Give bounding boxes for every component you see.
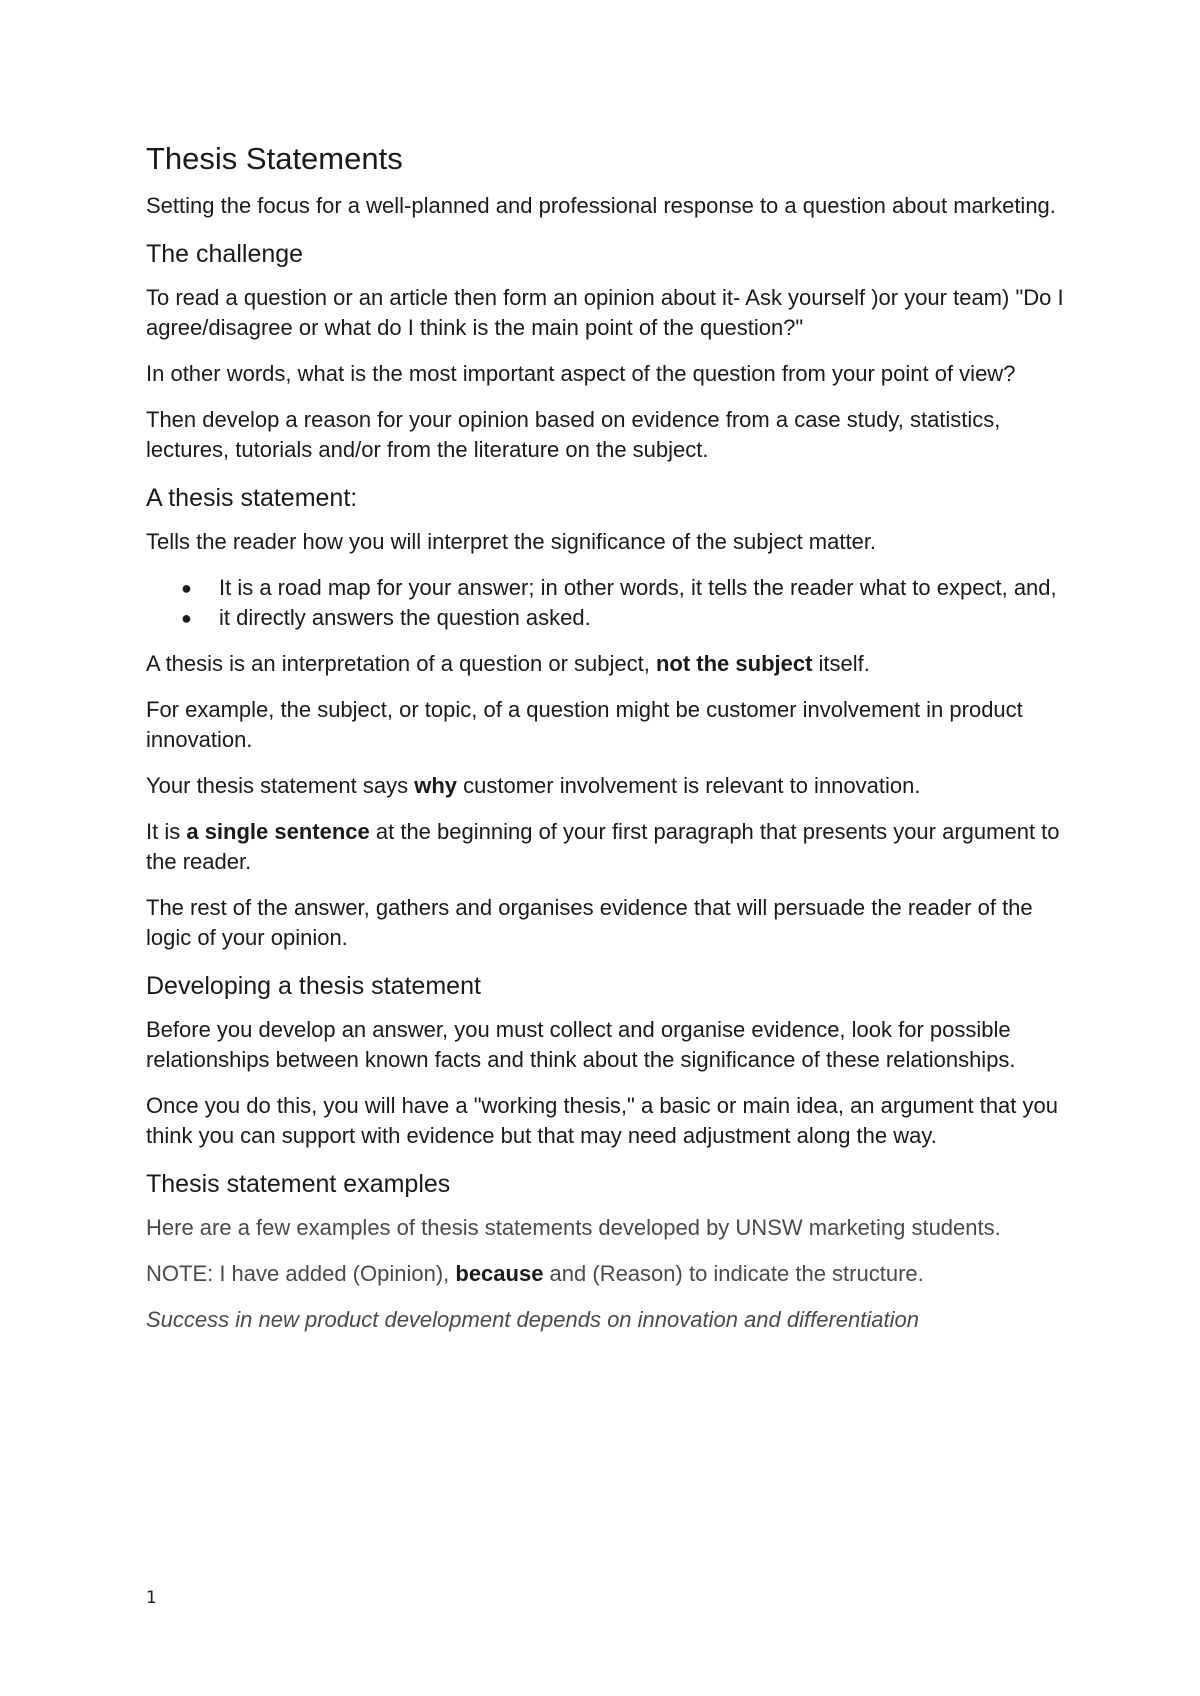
heading-examples: Thesis statement examples — [146, 1170, 451, 1199]
heading-developing: Developing a thesis statement — [146, 972, 481, 1001]
text-span: at the beginning of your first paragraph that presents your argument to the reader. — [146, 819, 1060, 875]
examples-paragraph-3: Success in new product development depends on innovation and differentiation — [146, 1307, 919, 1333]
intro-paragraph: Setting the focus for a well-planned and professional response to a question about marketing. — [146, 193, 1056, 219]
thesis-paragraph-5 — [146, 817, 1076, 877]
challenge-paragraph-2: In other words, what is the most important aspect of the question from your point of view? — [146, 361, 1016, 387]
list-item — [181, 603, 1076, 633]
text-span: A thesis is an interpretation of a question or subject, — [146, 651, 656, 677]
thesis-paragraph-1: Tells the reader how you will interpret the significance of the subject matter. — [146, 529, 877, 555]
list-item — [181, 573, 1076, 603]
bold-text: a single sentence — [186, 819, 370, 845]
developing-paragraph-2: Once you do this, you will have a "working thesis," a basic or main idea, an argument that you think you can support with evidence but that may need adjustment along the way. — [146, 1093, 1058, 1149]
text-span: It is — [146, 819, 187, 845]
challenge-paragraph-1: To read a question or an article then form an opinion about it- Ask yourself )or your team) "Do I agree/disagree or what do I think is the main point of the question?" — [146, 285, 1064, 341]
thesis-paragraph-2 — [146, 649, 1076, 679]
bullet-icon: ● — [181, 608, 192, 629]
text-span: Your thesis statement says — [146, 773, 415, 799]
thesis-paragraph-3: For example, the subject, or topic, of a question might be customer involvement in product innovation. — [146, 697, 1023, 753]
examples-paragraph-1: Here are a few examples of thesis statements developed by UNSW marketing students. — [146, 1215, 1001, 1241]
text-span: itself. — [812, 651, 870, 677]
page-title: Thesis Statements — [146, 141, 403, 176]
thesis-paragraph-4 — [146, 771, 1076, 801]
text-span: NOTE: I have added (Opinion), — [146, 1261, 456, 1287]
text-span: and (Reason) to indicate the structure. — [543, 1261, 924, 1287]
bullet-icon: ● — [181, 578, 192, 599]
bold-text: not the subject — [655, 651, 813, 677]
thesis-paragraph-6: The rest of the answer, gathers and organises evidence that will persuade the reader of the logic of your opinion. — [146, 895, 1033, 951]
developing-paragraph-1: Before you develop an answer, you must collect and organise evidence, look for possible relationships between known facts and think about the significance of these relationships. — [146, 1017, 1016, 1073]
text-span: customer involvement is relevant to innovation. — [457, 773, 921, 799]
list-item-text: it directly answers the question asked. — [219, 605, 591, 631]
heading-thesis-statement: A thesis statement: — [146, 484, 358, 513]
heading-challenge: The challenge — [146, 240, 304, 269]
bold-text: because — [455, 1261, 544, 1287]
page-number: 1 — [146, 1588, 157, 1608]
challenge-paragraph-3: Then develop a reason for your opinion based on evidence from a case study, statistics, lectures, tutorials and/or from the literature on the subject. — [146, 407, 1001, 463]
bold-text: why — [414, 773, 458, 799]
examples-paragraph-2 — [146, 1259, 1076, 1289]
thesis-bullet-list — [146, 573, 1076, 633]
list-item-text: It is a road map for your answer; in other words, it tells the reader what to expect, and, — [219, 575, 1057, 601]
document-page — [146, 140, 1076, 1351]
